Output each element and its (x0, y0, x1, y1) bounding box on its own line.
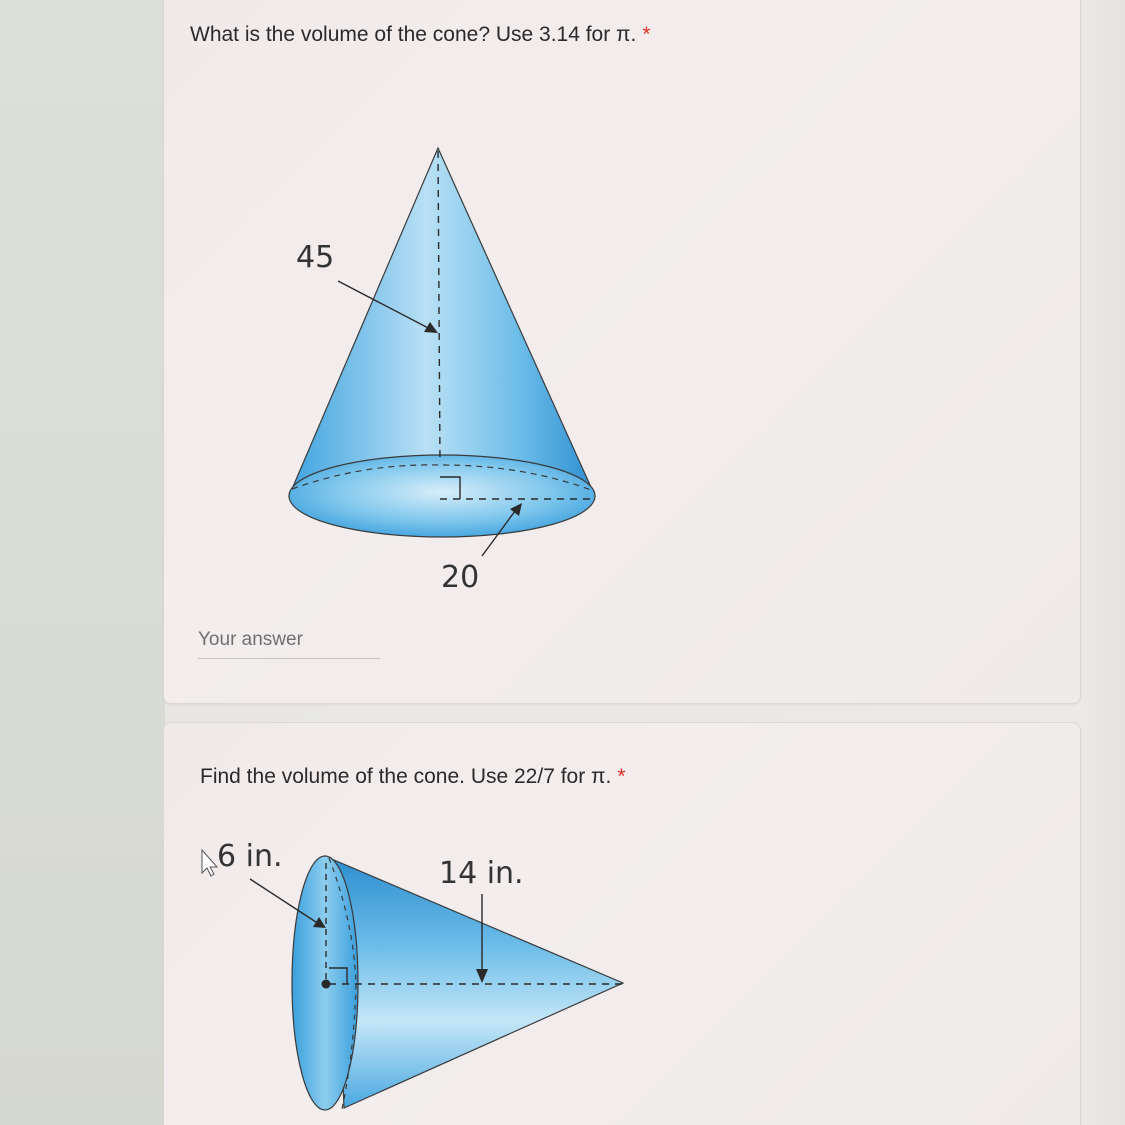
height-label: 14 in. (439, 856, 524, 891)
base-center-dot (322, 980, 331, 989)
question-card-2 (163, 722, 1081, 1125)
answer-underline (198, 658, 380, 659)
answer-input[interactable]: Your answer (198, 629, 303, 650)
cone-lateral-surface (289, 148, 595, 496)
cone-figure-2 (164, 723, 1080, 1125)
cone-figure-1 (164, 0, 1080, 703)
radius-label: 6 in. (217, 839, 283, 874)
background-margin (0, 0, 165, 1125)
required-asterisk: * (617, 765, 626, 788)
slant-label: 45 (296, 240, 335, 275)
question-text: Find the volume of the cone. Use 22/7 for π. (200, 765, 612, 788)
required-asterisk: * (642, 23, 651, 46)
mouse-pointer-icon (202, 850, 217, 876)
question-text: What is the volume of the cone? Use 3.14 for π. (190, 23, 637, 46)
question-card-1 (163, 0, 1081, 704)
radius-label: 20 (441, 560, 480, 595)
cone-base (289, 455, 595, 537)
